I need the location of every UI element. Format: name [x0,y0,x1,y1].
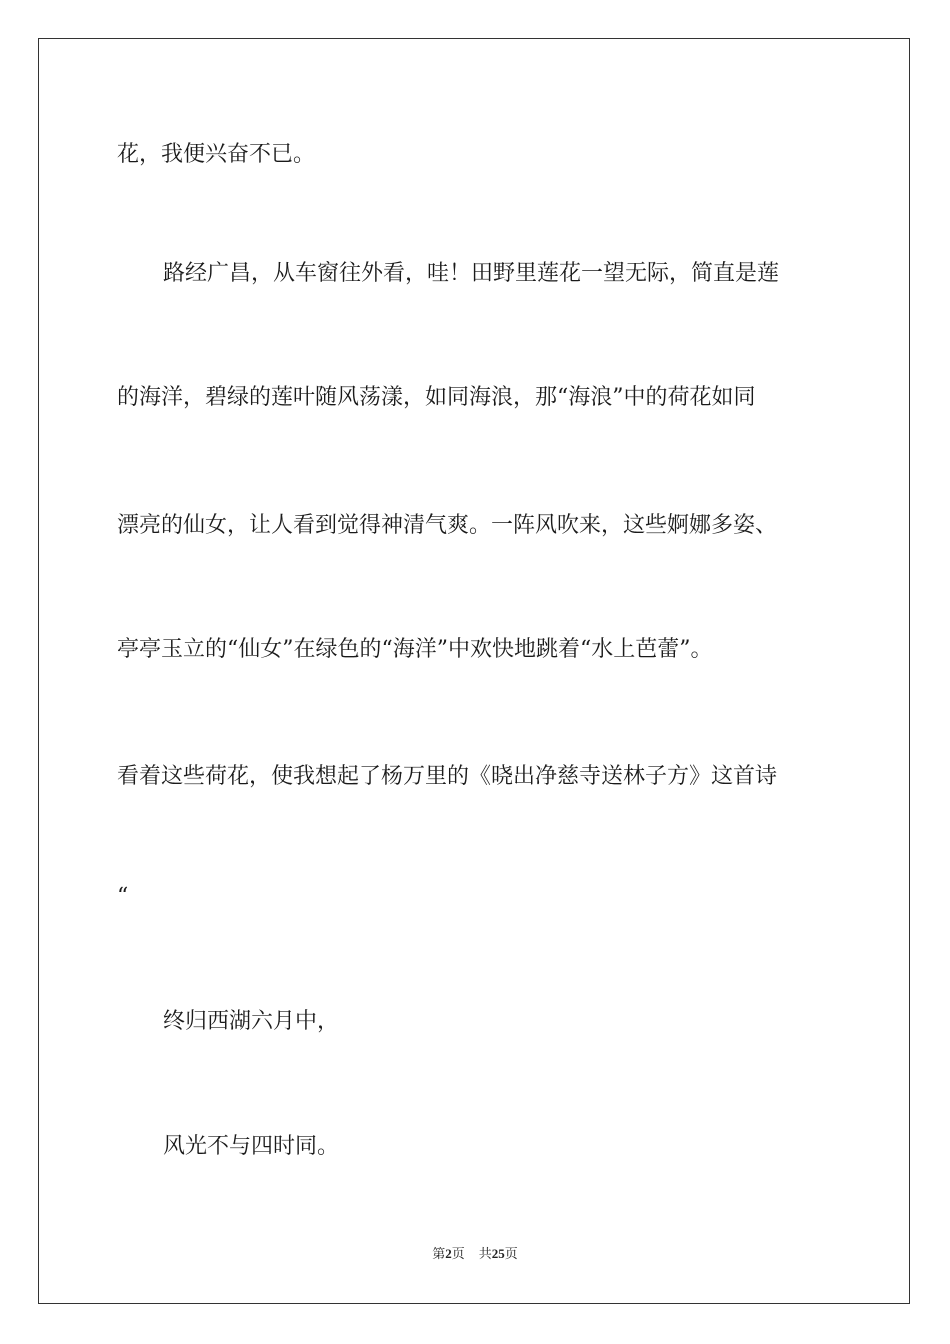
page-footer [0,1245,950,1264]
poem-line-1: 终归西湖六月中， [163,1009,340,1034]
text-line-5: 亭亭玉立的“仙女”在绿色的“海洋”中欢快地跳着“水上芭蕾”。 [117,637,713,662]
page-number: 2 [445,1246,452,1261]
text-line-6: 看着这些荷花，使我想起了杨万里的《晓出净慈寺送林子方》这首诗 [117,764,778,789]
text-line-1: 花，我便兴奋不已。 [117,142,316,167]
text-line-4: 漂亮的仙女，让人看到觉得神清气爽。一阵风吹来，这些婀娜多姿、 [117,513,778,538]
text-line-7: “ [117,884,129,909]
text-line-3: 的海洋，碧绿的莲叶随风荡漾，如同海浪，那“海浪”中的荷花如同 [117,385,756,410]
total-prefix: 共 [478,1247,492,1262]
page-prefix: 第 [432,1247,446,1262]
text-line-2: 路经广昌，从车窗往外看，哇！田野里莲花一望无际，简直是莲 [163,261,780,286]
page-border [38,38,910,1304]
total-suffix: 页 [504,1247,518,1262]
page-suffix: 页 [451,1247,465,1262]
poem-line-2: 风光不与四时同。 [163,1134,340,1159]
total-pages: 25 [491,1246,505,1261]
